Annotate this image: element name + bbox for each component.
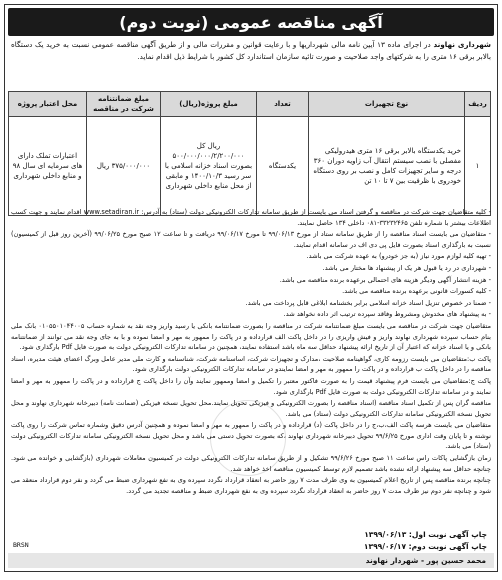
condition-item: - ضمنا در خصوص تنزیل اسناد خزانه اسلامی برابر بخشنامه ابلاغی قابل پرداخت می باشد.: [245, 298, 491, 307]
condition-item: زمان بازگشایی پاکات راس ساعت ۱۱ صبح مورخ ۹۹/۶/۲۶ تشکیل و از طریق سامانه تدارکات الکترونیکی دولت در کمیسیون معاملات شهرداری (بازگشایی و خوانده می شود. چنانچه حداقل سه پیشنهاد ارائه نشده باشد تصمیم لازم توسط کمیسیون مناقصه اخذ خواهد شد.: [11, 454, 491, 473]
condition-item: - هزینه انتشار آگهی ودیگر هزینه های احتمالی برعهده برنده مناقصه می باشد.: [279, 275, 491, 284]
header-funding: محل اعتبار پروژه: [9, 92, 87, 117]
condition-item: چنانچه برنده مناقصه پس از تاریخ اعلام کمیسیون به وی ظرف مدت ۷ روز حاضر به انعقاد قرارداد نگردد سپرده وی به نفع شهرداری ضبط می گردد و نفر دوم قرارداد منعقد می شود و چنانچه نفر دوم نیز ظرف مدت ۷ روز حاضر به انعقاد قرارداد نگردد سپرده وی به نفع شهرداری ضبط و مناقصه تجدید می گردد.: [11, 476, 492, 495]
cell-amount: ریال کل ۵۰۰/۰۰۰/۰۰۰/۲/۲۰۰/۰۰۰ بصورت اسناد خزانه اسلامی با سر رسید ۱۴۰۰/۱۰/۳ و مابقی از محل منابع داخلی شهرداری: [161, 117, 257, 216]
intro-paragraph: [11, 39, 491, 62]
condition-item: - تهیه کلیه لوازم مورد نیاز (به جز خودرو) به عهده شرکت می باشد.: [306, 252, 491, 261]
tracking-code: BRSN: [13, 541, 29, 549]
condition-item: پاکت ب:متقاضیان می بایست رزومه کاری، گواهینامه صلاحیت ،مدارک و تجهیزات شرکت، اساسنامه شرکت، شناسنامه و کارت ملی مدیر عامل وبرگ اعضای هیئت مدیره، اسناد مناقصه را در داخل پاکت ب قرارداده و در پاکت را ممهور به مهر و امضا نمایندو در سامانه تدارکات الکترونیکی دولت بارگذاری شود.: [11, 354, 491, 374]
condition-item: پاکت ج:متقاضیان می بایست فرم پیشنهاد قیمت را به صورت فاکتور معتبر را تکمیل و امضا وممهور نمایند وآن را داخل پاکت ج قرارداده و در پاکت را ممهور به مهر و امضا نمایند و در سامانه تدارکات الکترونیکی دولت به صورت فایل Pdf بارگذاری شود.: [11, 376, 491, 396]
condition-item: - متقاضیان می بایست اسناد مناقصه را از طریق سامانه ستاد از مورخ ۹۹/۰۶/۱۳ تا مورخ ۹۹/۰۶/۱۷ دریافت و تا ساعت ۱۲ صبح مورخ ۹۹/۰۶/۲۵ (آخرین روز قبل از کمیسیون) نسبت به بارگذاری اسناد بصورت فایل پی دی اف در سامانه اقدام نمایند.: [11, 230, 492, 249]
header-guarantee: مبلغ ضمانتنامه شرکت در مناقصه: [87, 92, 161, 117]
header-index: ردیف: [465, 92, 491, 117]
condition-item: متقاضیان می بایست هرسه پاکت الف،ب،ج را در داخل پاکت (د) قرارداده و در پاکت را ممهور به مهر و امضا نموده و همچنین آدرس دقیق وشماره تماس شرکت را روی پاکت نوشته و تا پایان وقت اداری مورخ ۹۹/۶/۲۵ تحویل دبیرخانه شهرداری نهاوند ،که بصورت تحویل دستی می باشد و محل تحویل نسخه الکترونیکی سامانه تدارکات الکترونیکی دولت (ستاد) می باشد.: [11, 421, 491, 451]
condition-item: مناقصه گران پس از تکمیل اسناد مناقصه (اسناد مناقصه را بصورت الکترونیکی و فیزیکی تحویل نمایند.محل تحویل نسخه فیزیکی (ضمانت نامه) دبیرخانه شهرداری نهاوند و محل تحویل نسخه الکترونیکی سامانه تدارکات الکترونیکی دولت (ستاد) می باشد.: [11, 399, 491, 418]
specification-table: [8, 91, 491, 216]
header-amount: مبلغ پروژه(ریال): [161, 92, 257, 117]
signature-bar: [8, 553, 494, 568]
condition-item: - کلیه کسورات قانونی برعهده برنده مناقصه می باشد.: [342, 287, 491, 296]
header-qty: تعداد: [257, 92, 309, 117]
condition-item: - به پیشنهاد های مخدوش ومشروط وفاقد سپرده ترتیب اثر داده نخواهد شد.: [283, 310, 491, 319]
cell-qty: یکدستگاه: [257, 117, 309, 216]
pub-date-first: چاپ آگهی نوبت اول: ۱۳۹۹/۰۶/۱۳: [364, 530, 487, 539]
table-header-row: [9, 92, 491, 117]
conditions-list: [11, 207, 491, 497]
intro-text: در اجرای ماده ۱۳ آیین نامه مالی شهرداریها و با رعایت قوانین و مقررات مالی و از طریق آگهی مناقصه عمومی نسبت به خرید یک دستگاه بالابر برقی ۱۶ متری را به شرکتهای واجد صلاحیت و صورت تائیه سازمان استاندارد کل کشور با شرایط ذیل اقدام نماید.: [11, 40, 491, 61]
header-item: نوع تجهیزات: [309, 92, 465, 117]
intro-lead: شهرداری نهاوند: [433, 40, 492, 49]
cell-funding: اعتبارات تملک دارای های سرمایه ای سال ۹۸ و منابع داخلی شهرداری: [9, 117, 87, 216]
signature: محمد حسین پور - شهردار نهاوند: [365, 556, 486, 565]
cell-item: خرید یکدستگاه بالابر برقی ۱۶ متری هیدرولیکی مفصلی با نصب سیستم انتقال آب زاویه دوران ۳۶۰ درجه و سایر تجهیزات کامل و نصب بر روی دستگاه خودروی با ظرفیت بین ۷ تا ۱۰ تن: [309, 117, 465, 216]
cell-index: ۱: [465, 117, 491, 216]
cell-guarantee: ۳۷۵/۰۰۰/۰۰۰ ریال: [87, 117, 161, 216]
pub-date-second: چاپ آگهی نوبت دوم: ۱۳۹۹/۰۶/۱۷: [363, 542, 487, 551]
publication-dates: [364, 529, 487, 553]
condition-item: - کلیه متقاضیان جهت شرکت در مناقصه و گرفتن اسناد می بایست از طریق سامانه تدارکات الکترونیکی دولت (ستاد) به آدرس: www.setadiran.ir اقدام نمایند و جهت کسب اطلاعات بیشتر با شماره تلفن ۳۳۲۳۲۴۶۵-۰۸۱ داخلی ۱۳۴ حاصل نمایند.: [11, 208, 491, 227]
tender-notice: [4, 4, 498, 572]
notice-title: آگهی مناقصه عمومی (نوبت دوم): [8, 8, 494, 36]
condition-item: متقاضیان جهت شرکت در مناقصه می بایست مبلغ ضمانتنامه شرکت در مناقصه را بصورت ضمانتنامه بانکی یا رسید واریز وجه نقد به شماره حساب ۰۱۰۵۵۰۱۰۴۴۰۰۵ بانک ملی بنام حساب سپرده شهرداری نهاوند واریز و فیش واریزی را در داخل پاکت الف قرارداده و در پاکت را ممهور به مهر و امضا نموده و با به جای وجه نقد می توانند از ضمانتنامه بانکی و یا اسناد خزانه که اعتبار آن از تاریخ ارائه پیشنهاد حداقل سه ماه باشد استفاده نمایند، همچنین در سامانه تدارکات الکترونیکی دولت به صورت فایل Pdf بارگذاری شود.: [11, 321, 491, 352]
table-row: [9, 117, 491, 216]
condition-item: - شهرداری در رد یا قبول هر یک از پیشنهاد ها مختار می باشد.: [322, 263, 491, 272]
